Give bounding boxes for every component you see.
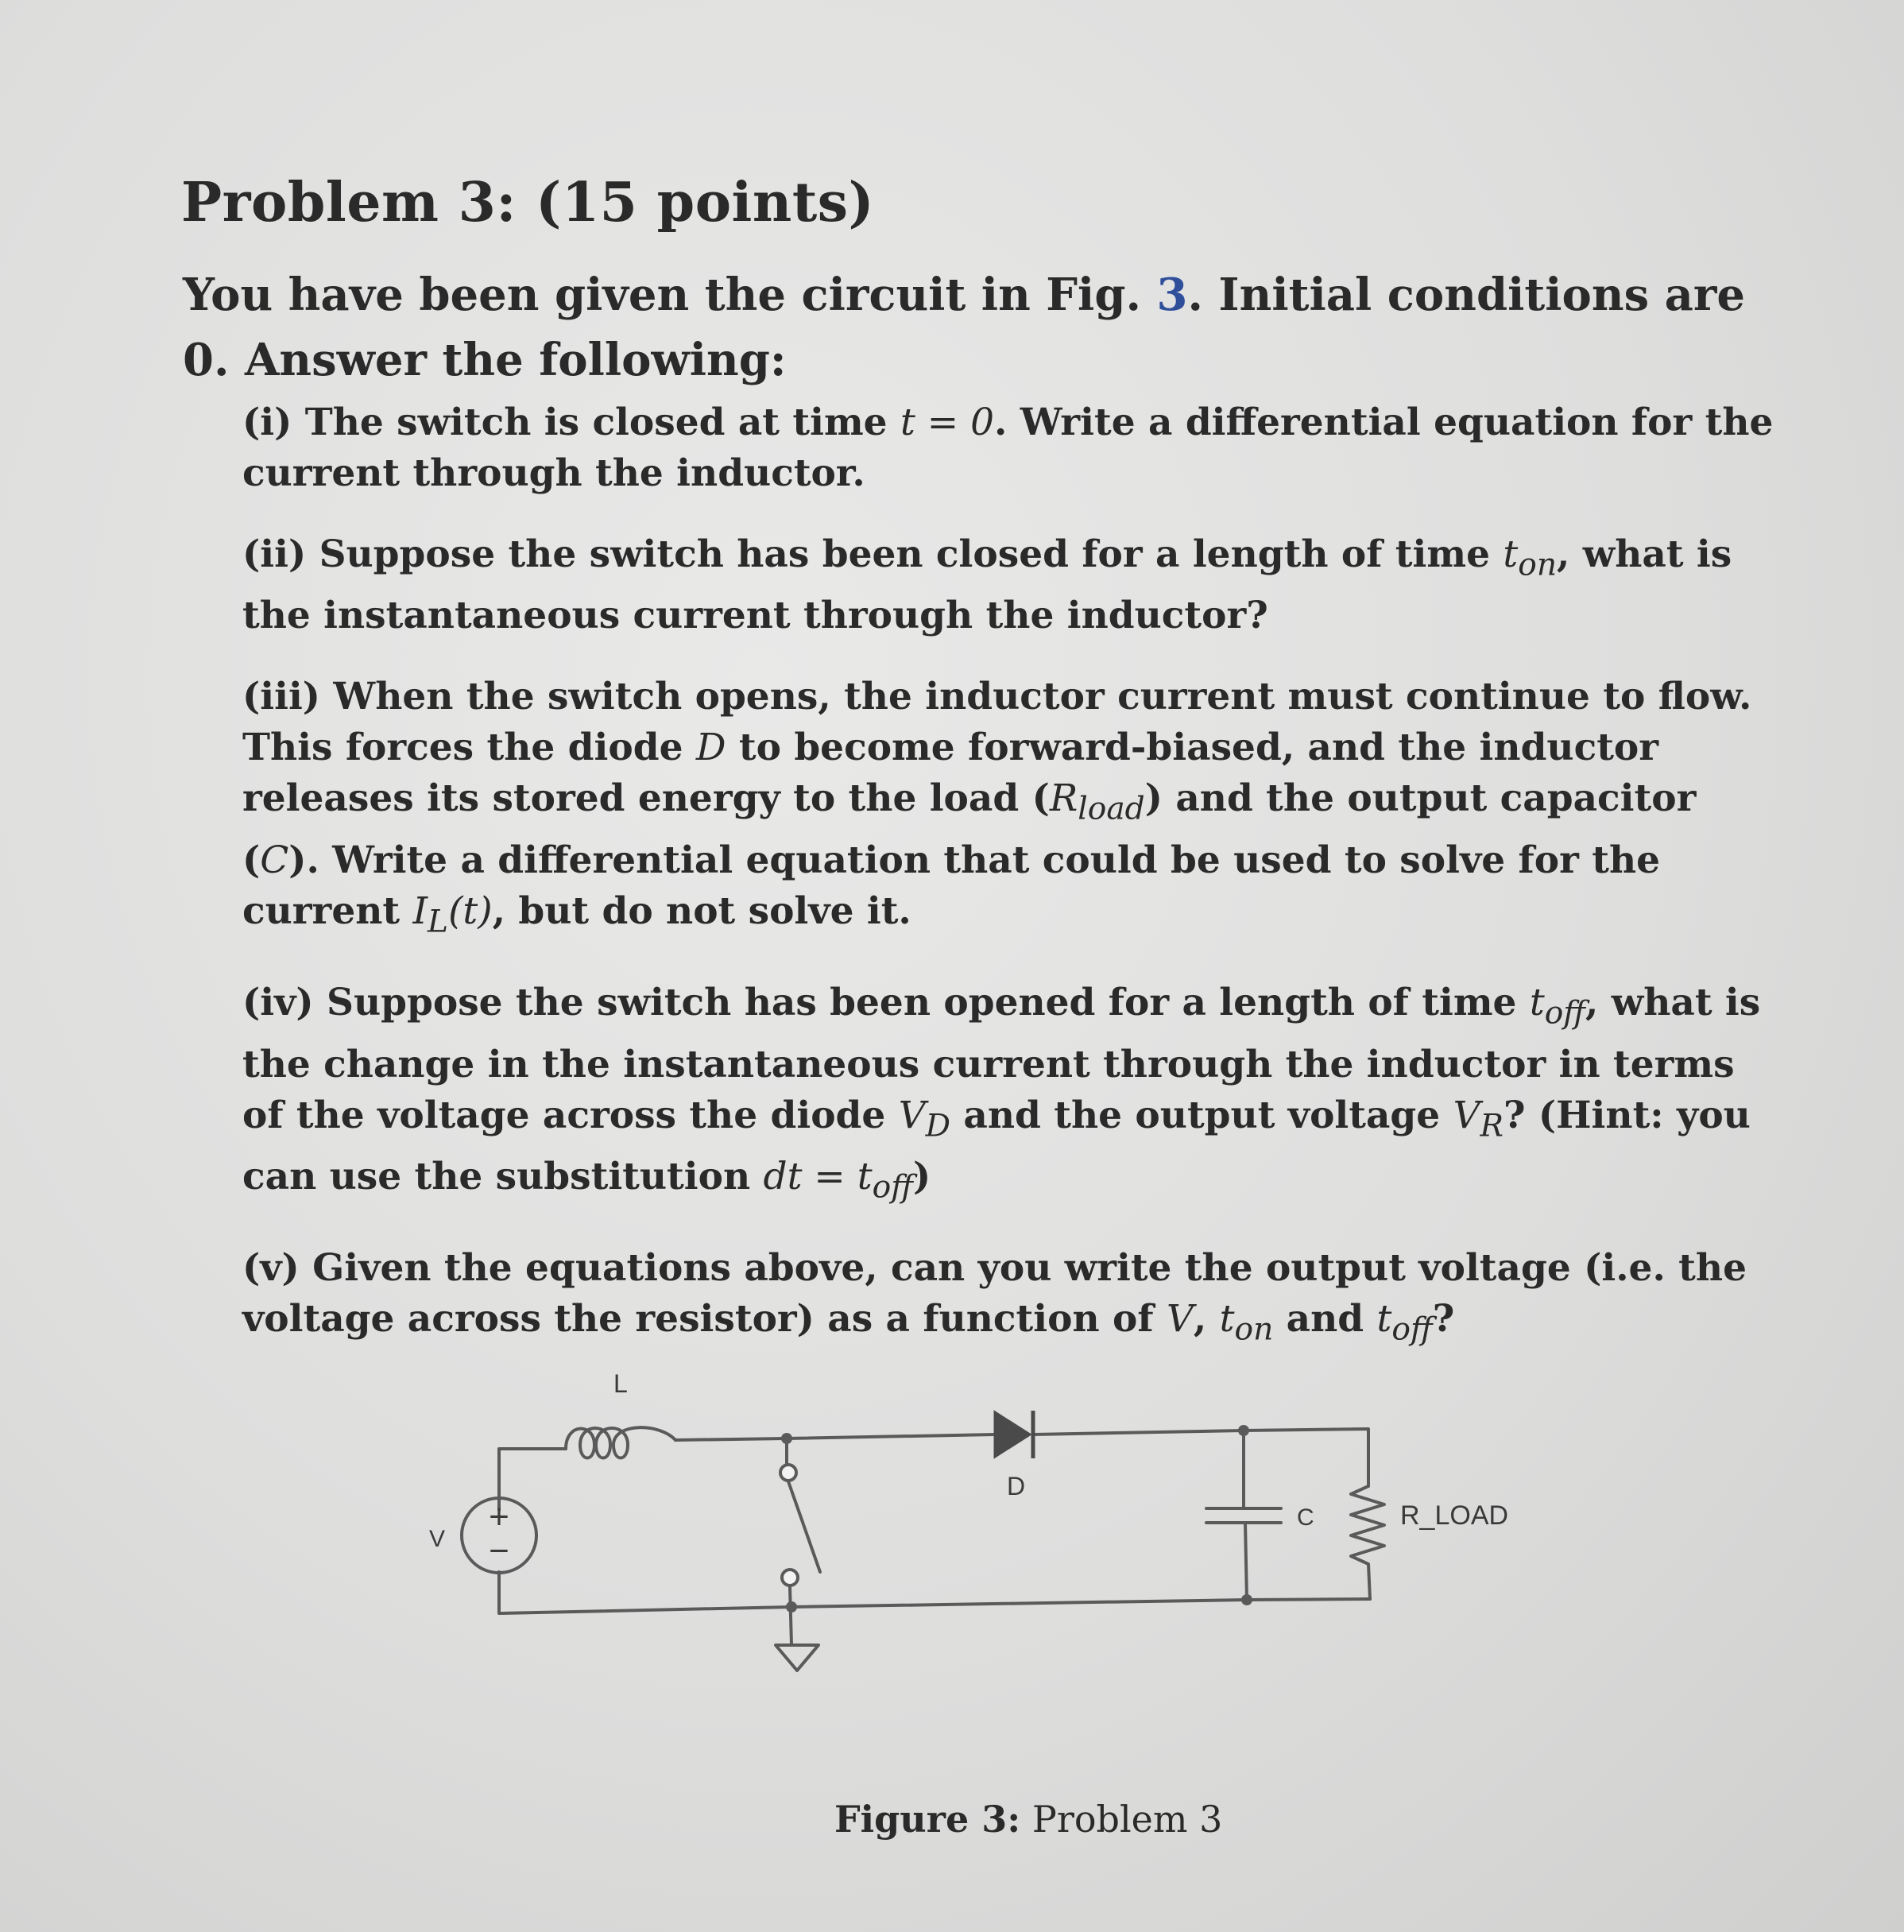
question-text: Suppose the switch has been opened for a length of time [327,981,1530,1025]
junction-dot [786,1601,797,1613]
question-label: (iii) [242,675,321,719]
question-text: . Write a differential equation for the current through the inductor. [242,401,1774,495]
wire-node-to-diode [787,1434,995,1438]
wire-capacitor-bottom [1245,1523,1247,1600]
diode-symbol [995,1411,1033,1458]
source-minus-sign: − [489,1531,509,1570]
question-label: (v) [242,1246,300,1291]
inductor-label: L [613,1369,628,1398]
question-text: , what is the change in the instantaneous current through the inductor in terms of the voltage across the diode [242,981,1761,1137]
inductor-symbol [566,1427,675,1458]
math-symbol: t [1529,981,1545,1025]
diode-triangle [995,1412,1030,1457]
figure-reference-link[interactable]: 3 [1156,269,1188,321]
math-expression: dt = t [763,1154,873,1198]
question-text: ? [1432,1297,1455,1342]
question-label: (iv) [242,981,314,1025]
math-subscript: off [872,1169,913,1206]
math-subscript: load [1078,791,1145,827]
question-text: ). Write a differential equation that could be used to solve for the current [242,838,1661,933]
question-text: The switch is closed at time [304,401,900,444]
question-text: , but do not solve it. [492,889,911,933]
question-text: and the output voltage [950,1093,1453,1137]
resistor-label: R_LOAD [1400,1500,1509,1531]
question-text: ) [912,1154,931,1198]
question-text: ? (Hint: you can use the substitution [242,1093,1751,1198]
math-symbol: V [1166,1297,1194,1342]
junction-dot [1241,1594,1252,1605]
wire-inductor-to-node [675,1438,787,1440]
wire-diode-to-output [1033,1429,1368,1486]
question-label: (ii) [242,532,307,576]
switch-lever [788,1481,820,1572]
math-subscript: L [428,904,449,940]
math-symbol: V [898,1093,926,1137]
math-subscript: on [1518,547,1558,583]
ground-symbol [776,1644,818,1671]
resistor-symbol [1351,1486,1384,1599]
problem-title: Problem 3: (15 points) [181,171,875,234]
intro-text-end: . Initial conditions are 0. Answer the following: [183,269,1746,386]
caption-prefix: Figure 3: [834,1798,1021,1841]
source-label: V [429,1526,446,1552]
question-text: to become forward-biased, and the inductor releases its stored energy to the load ( [242,726,1659,821]
intro-text-start: You have been given the circuit in Fig. [183,269,1157,321]
math-symbol: C [260,838,289,882]
math-symbol: t [1219,1297,1235,1342]
math-subscript: D [925,1107,951,1144]
capacitor-label: C [1297,1504,1314,1531]
caption-text: Problem 3 [1020,1798,1223,1841]
question-text: , [1193,1297,1220,1342]
wire-switch-to-ground [790,1586,791,1645]
math-symbol: D [695,726,726,770]
math-symbol: (t) [448,889,493,933]
question-text: When the switch opens, the inductor current must continue to flow. This forces the diode [242,675,1752,770]
wire-bottom-return [499,1572,1370,1613]
source-plus-sign: + [489,1497,509,1536]
math-symbol: t [1376,1297,1392,1342]
junction-dot [781,1433,792,1444]
math-subscript: R [1480,1107,1504,1144]
question-text: and [1273,1297,1377,1342]
question-text: ) and the output capacitor ( [242,776,1697,882]
math-symbol: V [1453,1093,1480,1137]
math-symbol: R [1049,776,1078,821]
question-label: (i) [242,401,292,444]
question-text: , what is the instantaneous current through the inductor? [242,532,1732,638]
figure-caption [834,1798,1222,1841]
math-subscript: off [1391,1311,1433,1348]
math-subscript: on [1234,1311,1274,1348]
switch-terminal-top [780,1465,796,1481]
diode-label: D [1007,1472,1026,1500]
math-subscript: off [1544,995,1586,1032]
math-expression: t = 0 [900,401,995,444]
math-symbol: t [1503,532,1519,576]
question-text: Suppose the switch has been closed for a length of time [319,532,1503,576]
capacitor-plates [1206,1508,1281,1523]
junction-dot [1238,1425,1249,1436]
question-text: Given the equations above, can you write the output voltage (i.e. the voltage across the resistor) as a function of [242,1246,1747,1342]
switch-terminal-bottom [782,1570,798,1585]
math-symbol: I [412,889,428,933]
